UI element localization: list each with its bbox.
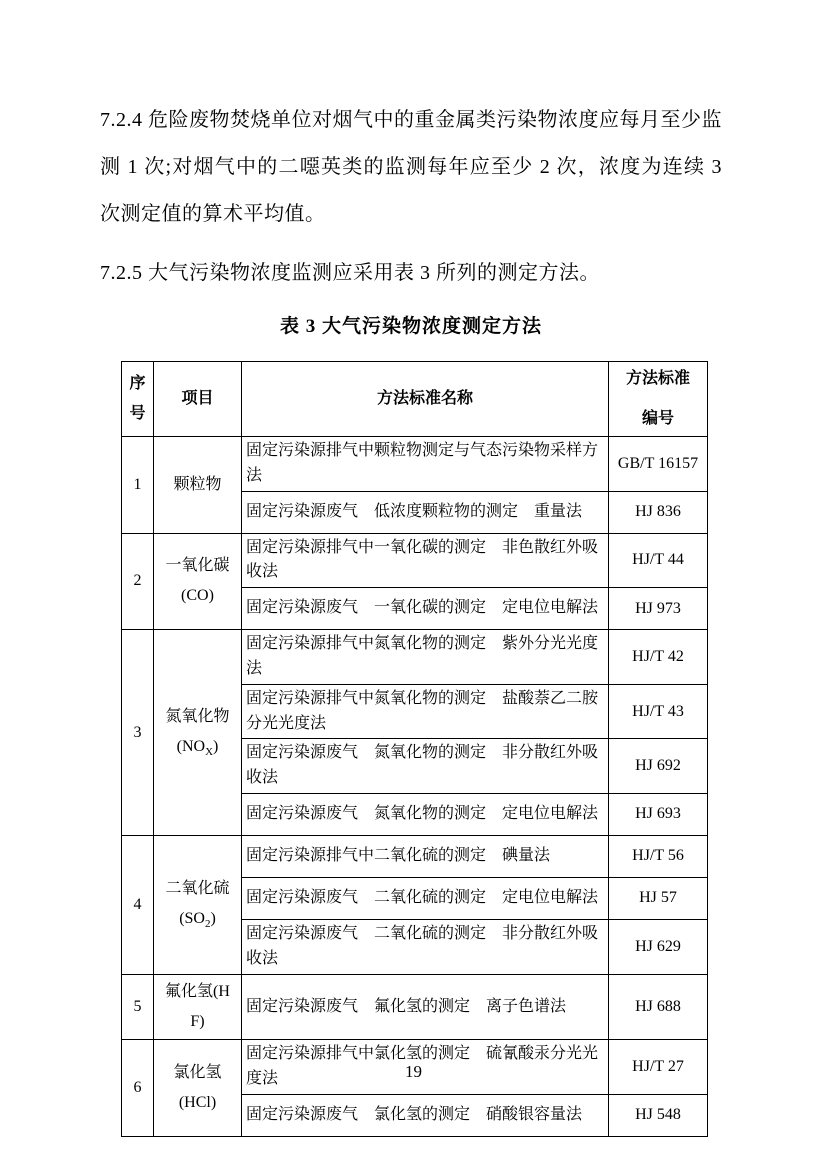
seq-cell: 3 [122,630,154,836]
item-name: 氯化氢 [173,1063,222,1081]
seq-cell: 4 [122,835,154,974]
method-name-cell: 固定污染源排气中氯化氢的测定 硫氰酸汞分光光度法 [242,1040,609,1095]
method-code-cell: HJ 692 [609,739,708,794]
item-name: 一氧化碳 [165,557,230,574]
seq-cell: 6 [122,1040,154,1137]
method-code-cell: HJ 629 [609,919,708,974]
header-method-code [609,362,708,437]
item-cell [154,630,242,836]
item-formula: (CO) [181,587,214,605]
method-name-cell: 固定污染源废气 一氧化碳的测定 定电位电解法 [242,588,609,630]
method-code-cell: HJ 973 [609,588,708,630]
header-no: 序号 [122,362,154,437]
method-name-cell: 固定污染源废气 氯化氢的测定 硝酸银容量法 [242,1094,609,1136]
item-formula: (HCl) [178,1094,217,1112]
table-row [122,630,708,685]
method-name-cell: 固定污染源排气中颗粒物测定与气态污染物采样方法 [242,437,609,492]
method-name-cell: 固定污染源废气 氮氧化物的测定 定电位电解法 [242,793,609,835]
method-code-cell: GB/T 16157 [609,437,708,492]
method-name-cell: 固定污染源排气中氮氧化物的测定 盐酸萘乙二胺分光光度法 [242,684,609,739]
table-row [122,437,708,492]
page-number: 19 [405,1062,422,1081]
table-header-row [122,362,708,437]
method-code-cell: HJ 693 [609,793,708,835]
seq-cell: 5 [122,974,154,1040]
item-formula: $(NO_X)$ [176,738,219,759]
item-cell: 氟化氢(HF) [154,974,242,1040]
item-formula: $(SO_2)$ [179,910,216,931]
seq-cell: 1 [122,437,154,534]
table-row [122,835,708,877]
item-name: 氮氧化物 [165,707,230,725]
seq-cell: 2 [122,533,154,630]
method-name-cell: 固定污染源排气中氮氧化物的测定 紫外分光光度法 [242,630,609,685]
page-content [100,97,722,1137]
paragraph-7-2-5: 7.2.5 大气污染物浓度监测应采用表 3 所列的测定方法。 [100,262,600,284]
method-name-cell: 固定污染源废气 氮氧化物的测定 非分散红外吸收法 [242,739,609,794]
method-code-cell: HJ/T 42 [609,630,708,685]
methods-table [121,361,708,1137]
header-method-code-line1: 方法标准 [625,370,690,388]
header-method-name: 方法标准名称 [242,362,609,437]
method-name-cell: 固定污染源废气 二氧化硫的测定 定电位电解法 [242,877,609,919]
method-name-cell: 固定污染源废气 低浓度颗粒物的测定 重量法 [242,491,609,533]
method-name-cell: 固定污染源排气中二氧化硫的测定 碘量法 [242,835,609,877]
item-cell [154,1040,242,1137]
method-code-cell: HJ 836 [609,491,708,533]
method-code-cell: HJ 688 [609,974,708,1040]
method-code-cell: HJ 548 [609,1094,708,1136]
item-cell [154,835,242,974]
method-name-cell: 固定污染源废气 氟化氢的测定 离子色谱法 [242,974,609,1040]
item-cell [154,533,242,630]
method-code-cell: HJ/T 44 [609,533,708,588]
method-code-cell: HJ/T 27 [609,1040,708,1095]
table-row [122,533,708,588]
method-code-cell: HJ 57 [609,877,708,919]
header-item: 项目 [154,362,242,437]
paragraph-7-2-4: 7.2.4 危险废物焚烧单位对烟气中的重金属类污染物浓度应每月至少监测 1 次;对烟气中的二噁英类的监测每年应至少 2 次，浓度为连续 3 次测定值的算术平均值。 [100,109,722,225]
method-code-cell: HJ/T 43 [609,684,708,739]
method-name-cell: 固定污染源废气 二氧化硫的测定 非分散红外吸收法 [242,919,609,974]
table-row [122,974,708,1040]
item-name: 二氧化硫 [165,880,230,898]
method-code-cell: HJ/T 56 [609,835,708,877]
item-cell: 颗粒物 [154,437,242,534]
method-name-cell: 固定污染源排气中一氧化碳的测定 非色散红外吸收法 [242,533,609,588]
table-3-title: 表 3 大气污染物浓度测定方法 [279,316,542,337]
header-method-code-line2: 编号 [641,410,674,427]
